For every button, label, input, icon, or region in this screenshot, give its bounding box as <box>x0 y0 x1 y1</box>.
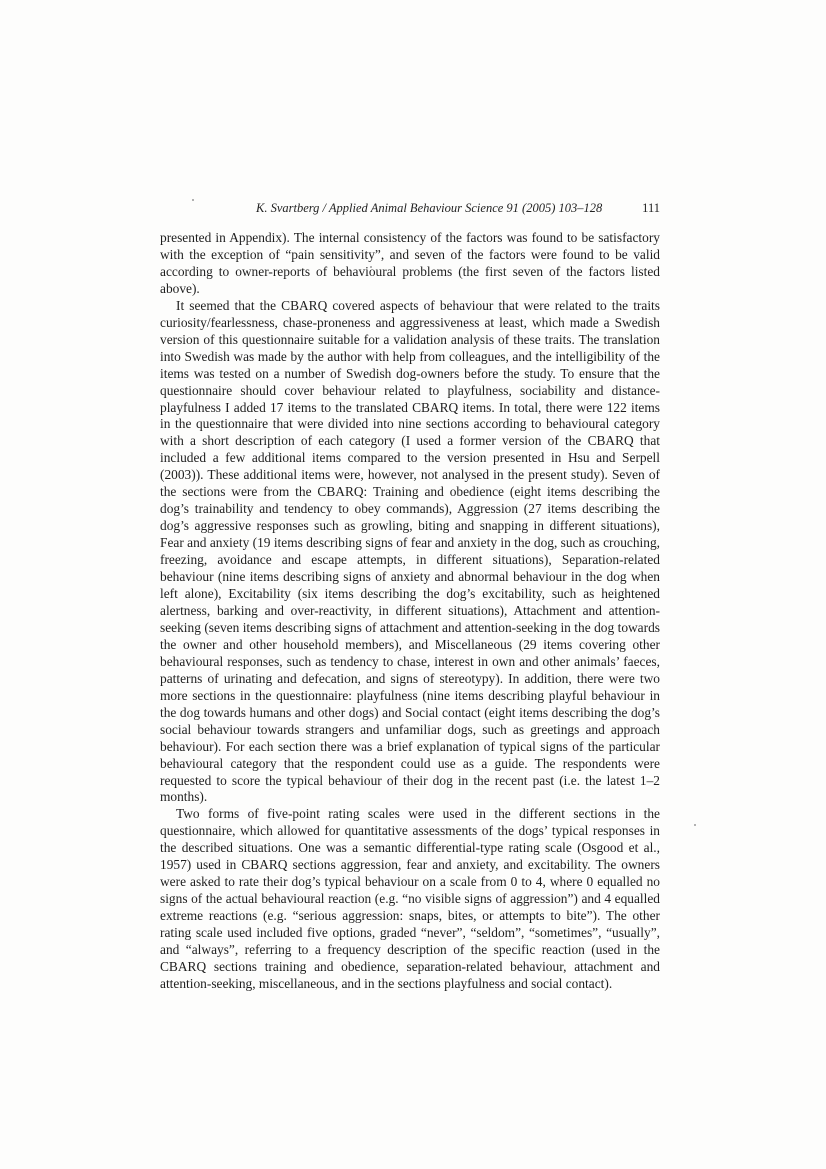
running-head <box>160 201 660 219</box>
paragraph-continuation: presented in Appendix). The internal consistency of the factors was found to be satisfactory with the exception of “pain sensitivity”, and seven of the factors were found to be valid according to owner-reports of behavioural problems (the first seven of the factors listed above). <box>160 230 660 296</box>
page-number: 111 <box>642 201 660 215</box>
scan-speck <box>694 824 696 826</box>
journal-citation: K. Svartberg / Applied Animal Behaviour Science 91 (2005) 103–128 <box>256 201 603 215</box>
body-text <box>160 230 660 993</box>
paragraph-questionnaire-sections: It seemed that the CBARQ covered aspects of behaviour that were related to the traits curiosity/fearlessness, chase-proneness and aggressiveness at least, which made a Swedish version of this questionnaire suitable for a validation analysis of these traits. The translation into Swedish was made by the author with help from colleagues, and the intelligibility of the items was tested on a number of Swedish dog-owners before the study. To ensure that the questionnaire should cover behaviour related to playfulness, sociability and distance-playfulness I added 17 items to the translated CBARQ items. In total, there were 122 items in the questionnaire that were divided into nine sections according to behavioural category with a short description of each category (I used a former version of the CBARQ that included a few additional items compared to the version presented in Hsu and Serpell (2003)). These additional items were, however, not analysed in the present study). Seven of the sections were from the CBARQ: Training and obedience (eight items describing the dog’s trainability and tendency to obey commands), Aggression (27 items describing the dog’s aggressive responses such as growling, biting and snapping in different situations), Fear and anxiety (19 items describing signs of fear and anxiety in the dog, such as crouching, freezing, avoidance and escape attempts, in different situations), Separation-related behaviour (nine items describing signs of anxiety and abnormal behaviour in the dog when left alone), Excitability (six items describing the dog’s excitability, such as heightened alertness, barking and over-reactivity, in different situations), Attachment and attention-seeking (seven items describing signs of attachment and attention-seeking in the dog towards the owner and other household members), and Miscellaneous (29 items covering other behavioural responses, such as tendency to chase, interest in own and other animals’ faeces, patterns of urinating and defecation, and signs of stereotypy). In addition, there were two more sections in the questionnaire: playfulness (nine items describing playful behaviour in the dog towards humans and other dogs) and Social contact (eight items describing the dog’s social behaviour towards strangers and unfamiliar dogs, such as greetings and approach behaviour). For each section there was a brief explanation of typical signs of the particular behavioural category that the respondent could use as a guide. The respondents were requested to score the typical behaviour of their dog in the recent past (i.e. the latest 1–2 months). <box>160 297 660 805</box>
paragraph-rating-scales: Two forms of five-point rating scales were used in the different sections in the questionnaire, which allowed for quantitative assessments of the dogs’ typical responses in the described situations. One was a semantic differential-type rating scale (Osgood et al., 1957) used in CBARQ sections aggression, fear and anxiety, and excitability. The owners were asked to rate their dog’s typical behaviour on a scale from 0 to 4, where 0 equalled no signs of the actual behavioural reaction (e.g. “no visible signs of aggression”) and 4 equalled extreme reactions (e.g. “serious aggression: snaps, bites, or attempts to bite”). The other rating scale used included five options, graded “never”, “seldom”, “sometimes”, “usually”, and “always”, referring to a frequency description of the specific reaction (used in the CBARQ sections training and obedience, separation-related behaviour, attachment and attention-seeking, miscellaneous, and in the sections playfulness and social contact). <box>160 806 660 991</box>
